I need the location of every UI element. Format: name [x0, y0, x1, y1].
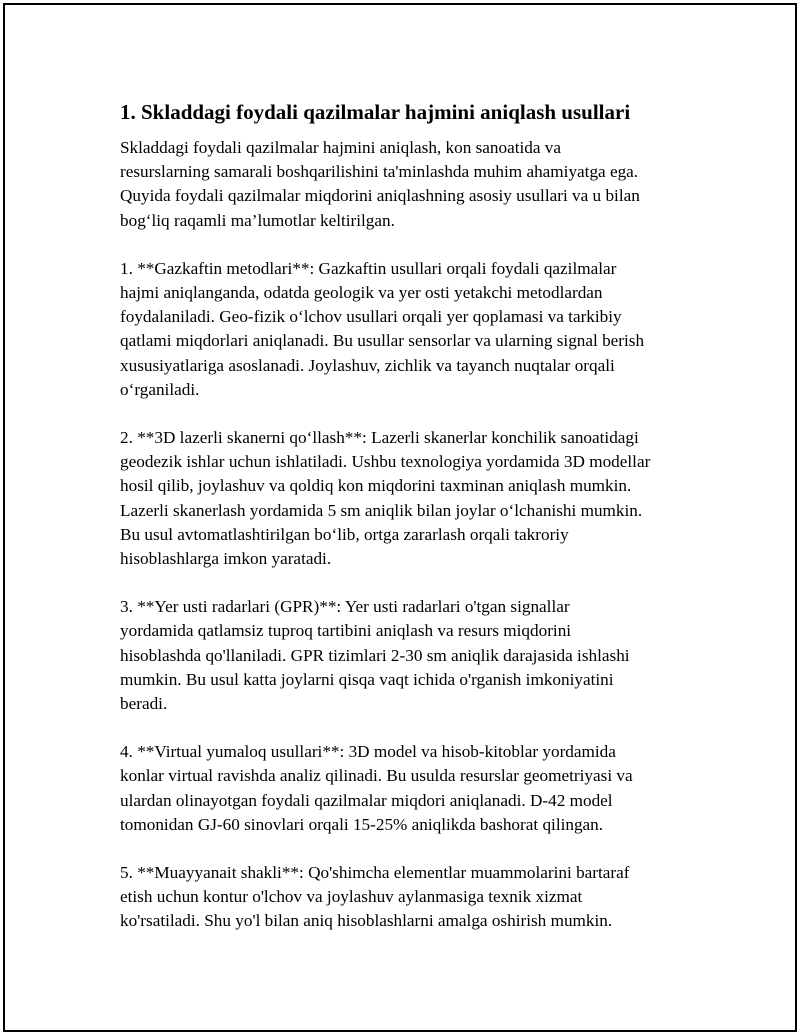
method-3-paragraph: 3. **Yer usti radarlari (GPR)**: Yer usti radarlari o'tgan signallar yordamida qatlamsiz tuproq tartibini aniqlash va resurs miqdorini hisoblashda qo'llaniladi. GPR tizimlari 2-30 sm aniqlik darajasida ishlashi mumkin. Bu usul katta joylarni qisqa vaqt ichida o'rganish imkoniyatini beradi. [120, 597, 630, 714]
method-4-paragraph: 4. **Virtual yumaloq usullari**: 3D model va hisob-kitoblar yordamida konlar virtual ravishda analiz qilinadi. Bu usulda resurslar geometriyasi va ulardan olinayotgan foydali qazilmalar miqdori aniqlanadi. D-42 model tomonidan GJ-60 sinovlari orqali 15-25% aniqlikda bashorat qilingan. [120, 742, 633, 834]
intro-paragraph: Skladdagi foydali qazilmalar hajmini aniqlash, kon sanoatida va resurslarning samarali boshqarilishini ta'minlashda muhim ahamiyatga ega. Quyida foydali qazilmalar miqdorini aniqlashning asosiy usullari va u bilan bog‘liq raqamli ma’lumotlar keltirilgan. [120, 138, 640, 230]
method-1-paragraph: 1. **Gazkaftin metodlari**: Gazkaftin usullari orqali foydali qazilmalar hajmi aniqlanganda, odatda geologik va yer osti yetakchi metodlardan foydalaniladi. Geo-fizik o‘lchov usullari orqali yer qoplamasi va tarkibiy qatlami miqdorlari aniqlanadi. Bu usullar sensorlar va ularning signal berish xususiyatlariga asoslanadi. Joylashuv, zichlik va tayanch nuqtalar orqali o‘rganiladi. [120, 258, 645, 399]
method-2-paragraph: 2. **3D lazerli skanerni qo‘llash**: Lazerli skanerlar konchilik sanoatidagi geodezik ishlar uchun ishlatiladi. Ushbu texnologiya yordamida 3D modellar hosil qilib, joylashuv va qoldiq kon miqdorini taxminan aniqlash mumkin. Lazerli skanerlash yordamida 5 sm aniqlik bilan joylar o‘lchanishi mumkin. Bu usul avtomatlashtirilgan bo‘lib, ortga zararlash orqali takroriy hisoblashlarga imkon yaratadi. [120, 428, 651, 569]
document-title: 1. Skladdagi foydali qazilmalar hajmini aniqlash usullari [120, 100, 631, 124]
method-5-paragraph: 5. **Muayyanait shakli**: Qo'shimcha elementlar muammolarini bartaraf etish uchun kontur o'lchov va joylashuv aylanmasiga texnik xizmat ko'rsatiladi. Shu yo'l bilan aniq hisoblashlarni amalga oshirish mumkin. [120, 863, 630, 931]
document-page [3, 3, 797, 1032]
document-body [120, 98, 705, 958]
